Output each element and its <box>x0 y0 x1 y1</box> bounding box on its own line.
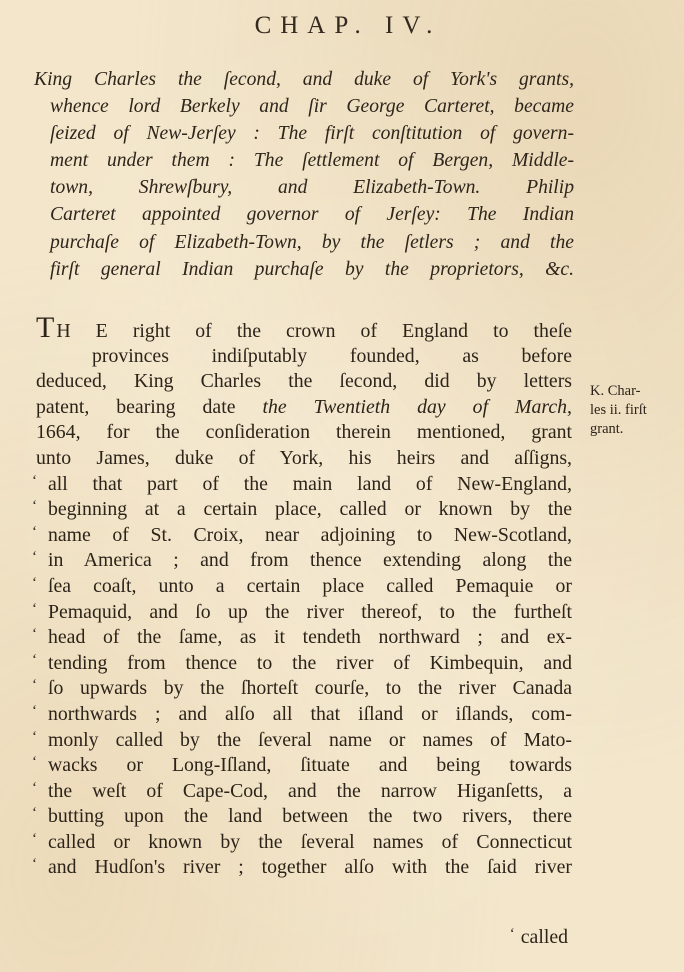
quoted-line <box>32 779 572 805</box>
quoted-line <box>32 804 572 830</box>
catchword-quote-mark: ‘ <box>509 926 515 942</box>
quoted-line-text: northwards ; and alſo all that iſland or iſlands, com- <box>48 702 572 725</box>
chapter-summary <box>34 66 574 283</box>
quote-mark: ‘ <box>32 702 37 719</box>
summary-line: purchaſe of Elizabeth-Town, by the ſetlers ; and the <box>50 231 574 253</box>
summary-line: town, Shrewſbury, and Elizabeth-Town. Philip <box>50 177 574 199</box>
quoted-line-text: ſo upwards by the ſhorteſt courſe, to the river Canada <box>48 677 572 700</box>
body-line-1-text: H E right of the crown of England to theſe <box>56 320 572 342</box>
quoted-block <box>32 472 572 882</box>
body-line-4-italic: the Twentieth day of March, <box>262 395 572 418</box>
drop-cap: T <box>36 311 55 344</box>
body-line-2: provinces indiſputably founded, as before <box>92 344 572 367</box>
quoted-line-text: tending from thence to the river of Kimbequin, and <box>48 651 572 674</box>
quoted-line-text: ſea coaſt, unto a certain place called Pemaquie or <box>48 574 572 597</box>
margin-note-line: K. Char- <box>590 383 641 399</box>
quote-mark: ‘ <box>32 830 37 847</box>
catchword-text: called <box>520 926 568 948</box>
summary-line: ſeized of New-Jerſey : The firſt conſtitution of govern- <box>50 123 574 145</box>
quoted-line-text: monly called by the ſeveral name or names of Mato- <box>48 728 572 751</box>
quoted-line <box>32 830 572 856</box>
quoted-line <box>32 753 572 779</box>
quoted-line-text: called or known by the ſeveral names of Connecticut <box>48 830 572 853</box>
summary-line: whence lord Berkely and ſir George Carteret, became <box>50 96 574 118</box>
quote-mark: ‘ <box>32 549 37 566</box>
margin-note <box>590 382 680 439</box>
quoted-line-text: all that part of the main land of New-England, <box>48 472 572 495</box>
quoted-line <box>32 676 572 702</box>
quote-mark: ‘ <box>32 498 37 515</box>
summary-line: King Charles the ſecond, and duke of York's grants, <box>34 69 574 90</box>
body-line-1 <box>36 311 572 344</box>
quoted-line-text: name of St. Croix, near adjoining to New-Scotland, <box>48 523 572 546</box>
quote-mark: ‘ <box>32 728 37 745</box>
quote-mark: ‘ <box>32 600 37 617</box>
quoted-line <box>32 523 572 549</box>
quoted-line-text: and Hudſon's river ; together alſo with the ſaid river <box>48 856 572 879</box>
chapter-heading: CHAP. IV. <box>254 12 442 39</box>
quoted-line-text: the weſt of Cape-Cod, and the narrow Higanſetts, a <box>48 779 572 802</box>
quoted-line <box>32 855 572 881</box>
body-line-6: unto James, duke of York, his heirs and aſſigns, <box>36 446 572 469</box>
quote-mark: ‘ <box>32 472 37 489</box>
quoted-line <box>32 600 572 626</box>
quoted-line <box>32 497 572 523</box>
catchword <box>510 926 568 949</box>
quote-mark: ‘ <box>32 574 37 591</box>
summary-line: Carteret appointed governor of Jerſey: The Indian <box>50 204 574 226</box>
quoted-line-text: Pemaquid, and ſo up the river thereof, to the furtheſt <box>48 600 572 623</box>
quote-mark: ‘ <box>32 754 37 771</box>
quoted-line <box>32 472 572 498</box>
quoted-line <box>32 651 572 677</box>
body-line-3: deduced, King Charles the ſecond, did by letters <box>36 370 572 393</box>
summary-line: ment under them : The ſettlement of Bergen, Middle- <box>50 150 574 172</box>
quote-mark: ‘ <box>32 523 37 540</box>
quoted-line-text: wacks or Long-Iſland, ſituate and being towards <box>48 754 572 777</box>
body-line-4 <box>36 395 572 421</box>
quoted-line-text: head of the ſame, as it tendeth northward ; and ex- <box>48 626 572 649</box>
quoted-line <box>32 548 572 574</box>
quoted-line <box>32 728 572 754</box>
summary-line: firſt general Indian purchaſe by the proprietors, &c. <box>50 258 574 280</box>
body-line-5: 1664, for the conſideration therein mentioned, grant <box>36 421 572 444</box>
quoted-line-text: butting upon the land between the two rivers, there <box>48 805 572 828</box>
quote-mark: ‘ <box>32 651 37 668</box>
quote-mark: ‘ <box>32 856 37 873</box>
quote-mark: ‘ <box>32 626 37 643</box>
margin-note-line: les ii. firſt <box>590 402 647 418</box>
body-line-4-text: patent, bearing date <box>36 395 263 418</box>
margin-note-line: grant. <box>590 421 624 437</box>
quoted-line <box>32 702 572 728</box>
quoted-line-text: beginning at a certain place, called or known by the <box>48 498 572 521</box>
quote-mark: ‘ <box>32 677 37 694</box>
quoted-line <box>32 625 572 651</box>
quoted-line-text: in America ; and from thence extending along the <box>48 549 572 572</box>
quote-mark: ‘ <box>32 805 37 822</box>
quoted-line <box>32 574 572 600</box>
body-text <box>32 311 572 881</box>
quote-mark: ‘ <box>32 779 37 796</box>
